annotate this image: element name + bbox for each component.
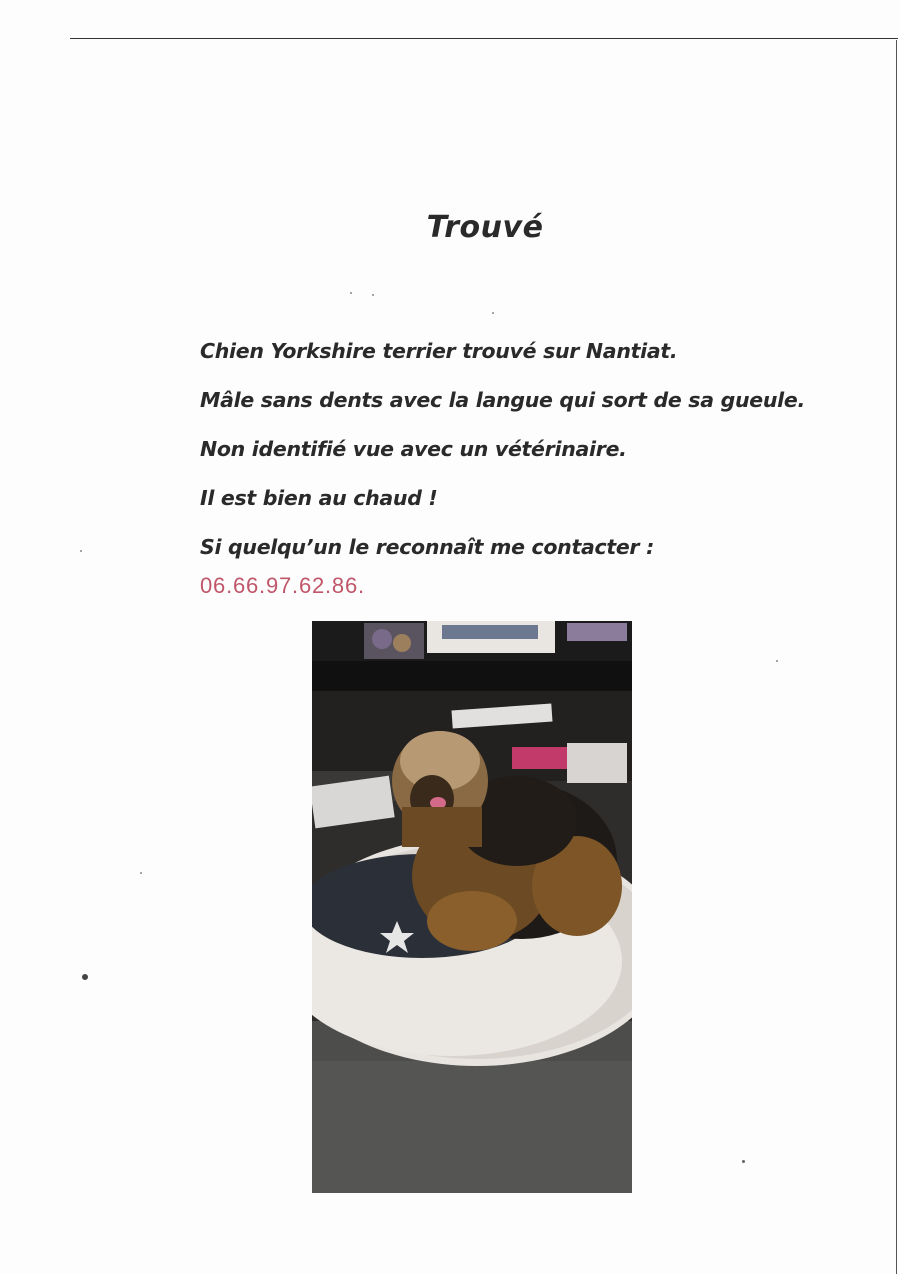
dog-photo (312, 621, 632, 1193)
text-line: Il est bien au chaud ! (200, 486, 438, 510)
scan-speck (350, 292, 352, 294)
scan-speck (372, 294, 374, 296)
phone-number: 06.66.97.62.86. (200, 573, 365, 598)
top-divider (70, 38, 898, 39)
page-title: Trouvé (426, 210, 544, 245)
text-line: Chien Yorkshire terrier trouvé sur Nantiat. (200, 339, 678, 363)
scan-speck (80, 550, 82, 552)
scan-speck (492, 312, 494, 314)
text-line: Non identifié vue avec un vétérinaire. (200, 437, 627, 461)
scan-speck (82, 974, 88, 980)
body-text (200, 333, 860, 578)
text-line: Si quelqu’un le reconnaît me contacter : (200, 535, 654, 559)
scan-speck (140, 872, 142, 874)
scan-speck (776, 660, 778, 662)
scan-speck (742, 1160, 745, 1163)
text-line: Mâle sans dents avec la langue qui sort de sa gueule. (200, 388, 805, 412)
